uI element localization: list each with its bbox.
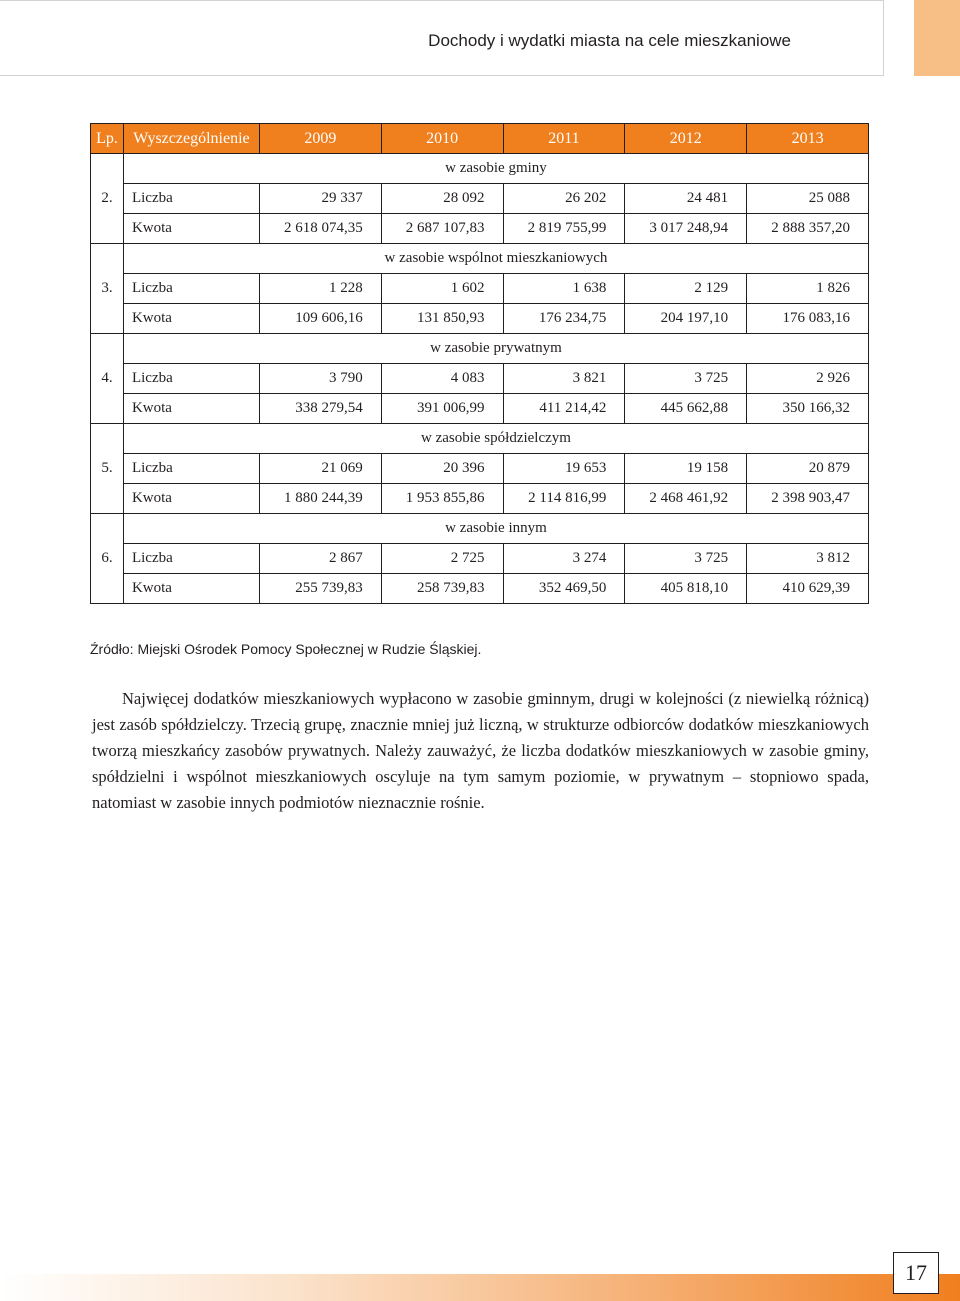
row-label: Kwota <box>123 484 259 514</box>
section-title: w zasobie wspólnot mieszkaniowych <box>123 244 868 274</box>
table-cell: 176 234,75 <box>503 304 625 334</box>
table-cell: 2 618 074,35 <box>259 214 381 244</box>
row-label: Kwota <box>123 304 259 334</box>
running-header-title: Dochody i wydatki miasta na cele mieszkaniowe <box>428 31 791 50</box>
row-label: Kwota <box>123 574 259 604</box>
table-cell: 2 888 357,20 <box>747 214 869 244</box>
table-cell: 131 850,93 <box>381 304 503 334</box>
section-title: w zasobie gminy <box>123 154 868 184</box>
table-cell: 20 879 <box>747 454 869 484</box>
header-2013: 2013 <box>747 124 869 154</box>
header-2010: 2010 <box>381 124 503 154</box>
section-title-row <box>91 244 869 274</box>
table-row <box>91 394 869 424</box>
table-row <box>91 304 869 334</box>
table-cell: 3 821 <box>503 364 625 394</box>
table-cell: 411 214,42 <box>503 394 625 424</box>
table-cell: 2 468 461,92 <box>625 484 747 514</box>
header-2009: 2009 <box>259 124 381 154</box>
housing-allowance-table <box>90 123 869 604</box>
table-cell: 1 638 <box>503 274 625 304</box>
table-cell: 410 629,39 <box>747 574 869 604</box>
table-row <box>91 484 869 514</box>
table-cell: 109 606,16 <box>259 304 381 334</box>
section-title-row <box>91 154 869 184</box>
section-title: w zasobie innym <box>123 514 868 544</box>
row-label: Liczba <box>123 364 259 394</box>
table-cell: 3 017 248,94 <box>625 214 747 244</box>
table-cell: 352 469,50 <box>503 574 625 604</box>
row-label: Liczba <box>123 274 259 304</box>
table-cell: 3 725 <box>625 544 747 574</box>
footer-gradient-bar <box>0 1274 960 1301</box>
body-paragraph-text: Najwięcej dodatków mieszkaniowych wypłacono w zasobie gminnym, drugi w kolejności (z niewielką różnicą) jest zasób spółdzielczy. Trzecią grupę, znacznie mniej już liczną, w strukturze odbiorców dodatków mieszkaniowych tworzą mieszkańcy zasobów prywatnych. Należy zauważyć, że liczba dodatków mieszkaniowych w zasobie gminy, spółdzielni i wspólnot mieszkaniowych oscyluje na tym samym poziomie, w prywatnym – stopniowo spada, natomiast w zasobie innych podmiotów nieznacznie rośnie. <box>92 689 869 812</box>
header-accent-tab <box>914 0 960 76</box>
table-cell: 1 826 <box>747 274 869 304</box>
table-cell: 338 279,54 <box>259 394 381 424</box>
table-cell: 25 088 <box>747 184 869 214</box>
table-cell: 176 083,16 <box>747 304 869 334</box>
table-cell: 445 662,88 <box>625 394 747 424</box>
table-cell: 19 653 <box>503 454 625 484</box>
section-number: 4. <box>91 334 124 424</box>
table-cell: 26 202 <box>503 184 625 214</box>
table-cell: 391 006,99 <box>381 394 503 424</box>
body-paragraph <box>92 686 869 816</box>
table-cell: 204 197,10 <box>625 304 747 334</box>
table-cell: 2 129 <box>625 274 747 304</box>
header-2012: 2012 <box>625 124 747 154</box>
table-cell: 2 725 <box>381 544 503 574</box>
section-title: w zasobie spółdzielczym <box>123 424 868 454</box>
table-row <box>91 214 869 244</box>
table-cell: 2 926 <box>747 364 869 394</box>
table-cell: 4 083 <box>381 364 503 394</box>
table-row <box>91 574 869 604</box>
table-cell: 258 739,83 <box>381 574 503 604</box>
table-row <box>91 544 869 574</box>
table-row <box>91 364 869 394</box>
table-header-row <box>91 124 869 154</box>
table-cell: 255 739,83 <box>259 574 381 604</box>
table-row <box>91 454 869 484</box>
section-number: 6. <box>91 514 124 604</box>
table-cell: 24 481 <box>625 184 747 214</box>
row-label: Kwota <box>123 394 259 424</box>
row-label: Kwota <box>123 214 259 244</box>
section-number: 2. <box>91 154 124 244</box>
section-number: 5. <box>91 424 124 514</box>
running-header <box>0 0 884 76</box>
table-cell: 1 953 855,86 <box>381 484 503 514</box>
table-cell: 20 396 <box>381 454 503 484</box>
table-source-note: Źródło: Miejski Ośrodek Pomocy Społecznej w Rudzie Śląskiej. <box>90 641 482 657</box>
table-row <box>91 184 869 214</box>
table-cell: 3 274 <box>503 544 625 574</box>
table-cell: 21 069 <box>259 454 381 484</box>
row-label: Liczba <box>123 454 259 484</box>
table-body <box>91 154 869 604</box>
header-2011: 2011 <box>503 124 625 154</box>
section-title-row <box>91 514 869 544</box>
table-cell: 2 867 <box>259 544 381 574</box>
table-cell: 3 790 <box>259 364 381 394</box>
table-cell: 2 819 755,99 <box>503 214 625 244</box>
section-title-row <box>91 334 869 364</box>
section-number: 3. <box>91 244 124 334</box>
table-cell: 3 725 <box>625 364 747 394</box>
table-cell: 29 337 <box>259 184 381 214</box>
table-cell: 28 092 <box>381 184 503 214</box>
table-cell: 1 880 244,39 <box>259 484 381 514</box>
table-cell: 1 602 <box>381 274 503 304</box>
section-title: w zasobie prywatnym <box>123 334 868 364</box>
table-row <box>91 274 869 304</box>
section-title-row <box>91 424 869 454</box>
table-cell: 3 812 <box>747 544 869 574</box>
header-lp: Lp. <box>91 124 124 154</box>
table-cell: 1 228 <box>259 274 381 304</box>
page-number: 17 <box>893 1252 939 1294</box>
table-cell: 2 398 903,47 <box>747 484 869 514</box>
table-cell: 19 158 <box>625 454 747 484</box>
row-label: Liczba <box>123 184 259 214</box>
table-cell: 2 687 107,83 <box>381 214 503 244</box>
row-label: Liczba <box>123 544 259 574</box>
table-cell: 405 818,10 <box>625 574 747 604</box>
table-cell: 350 166,32 <box>747 394 869 424</box>
table-cell: 2 114 816,99 <box>503 484 625 514</box>
header-description: Wyszczególnienie <box>123 124 259 154</box>
